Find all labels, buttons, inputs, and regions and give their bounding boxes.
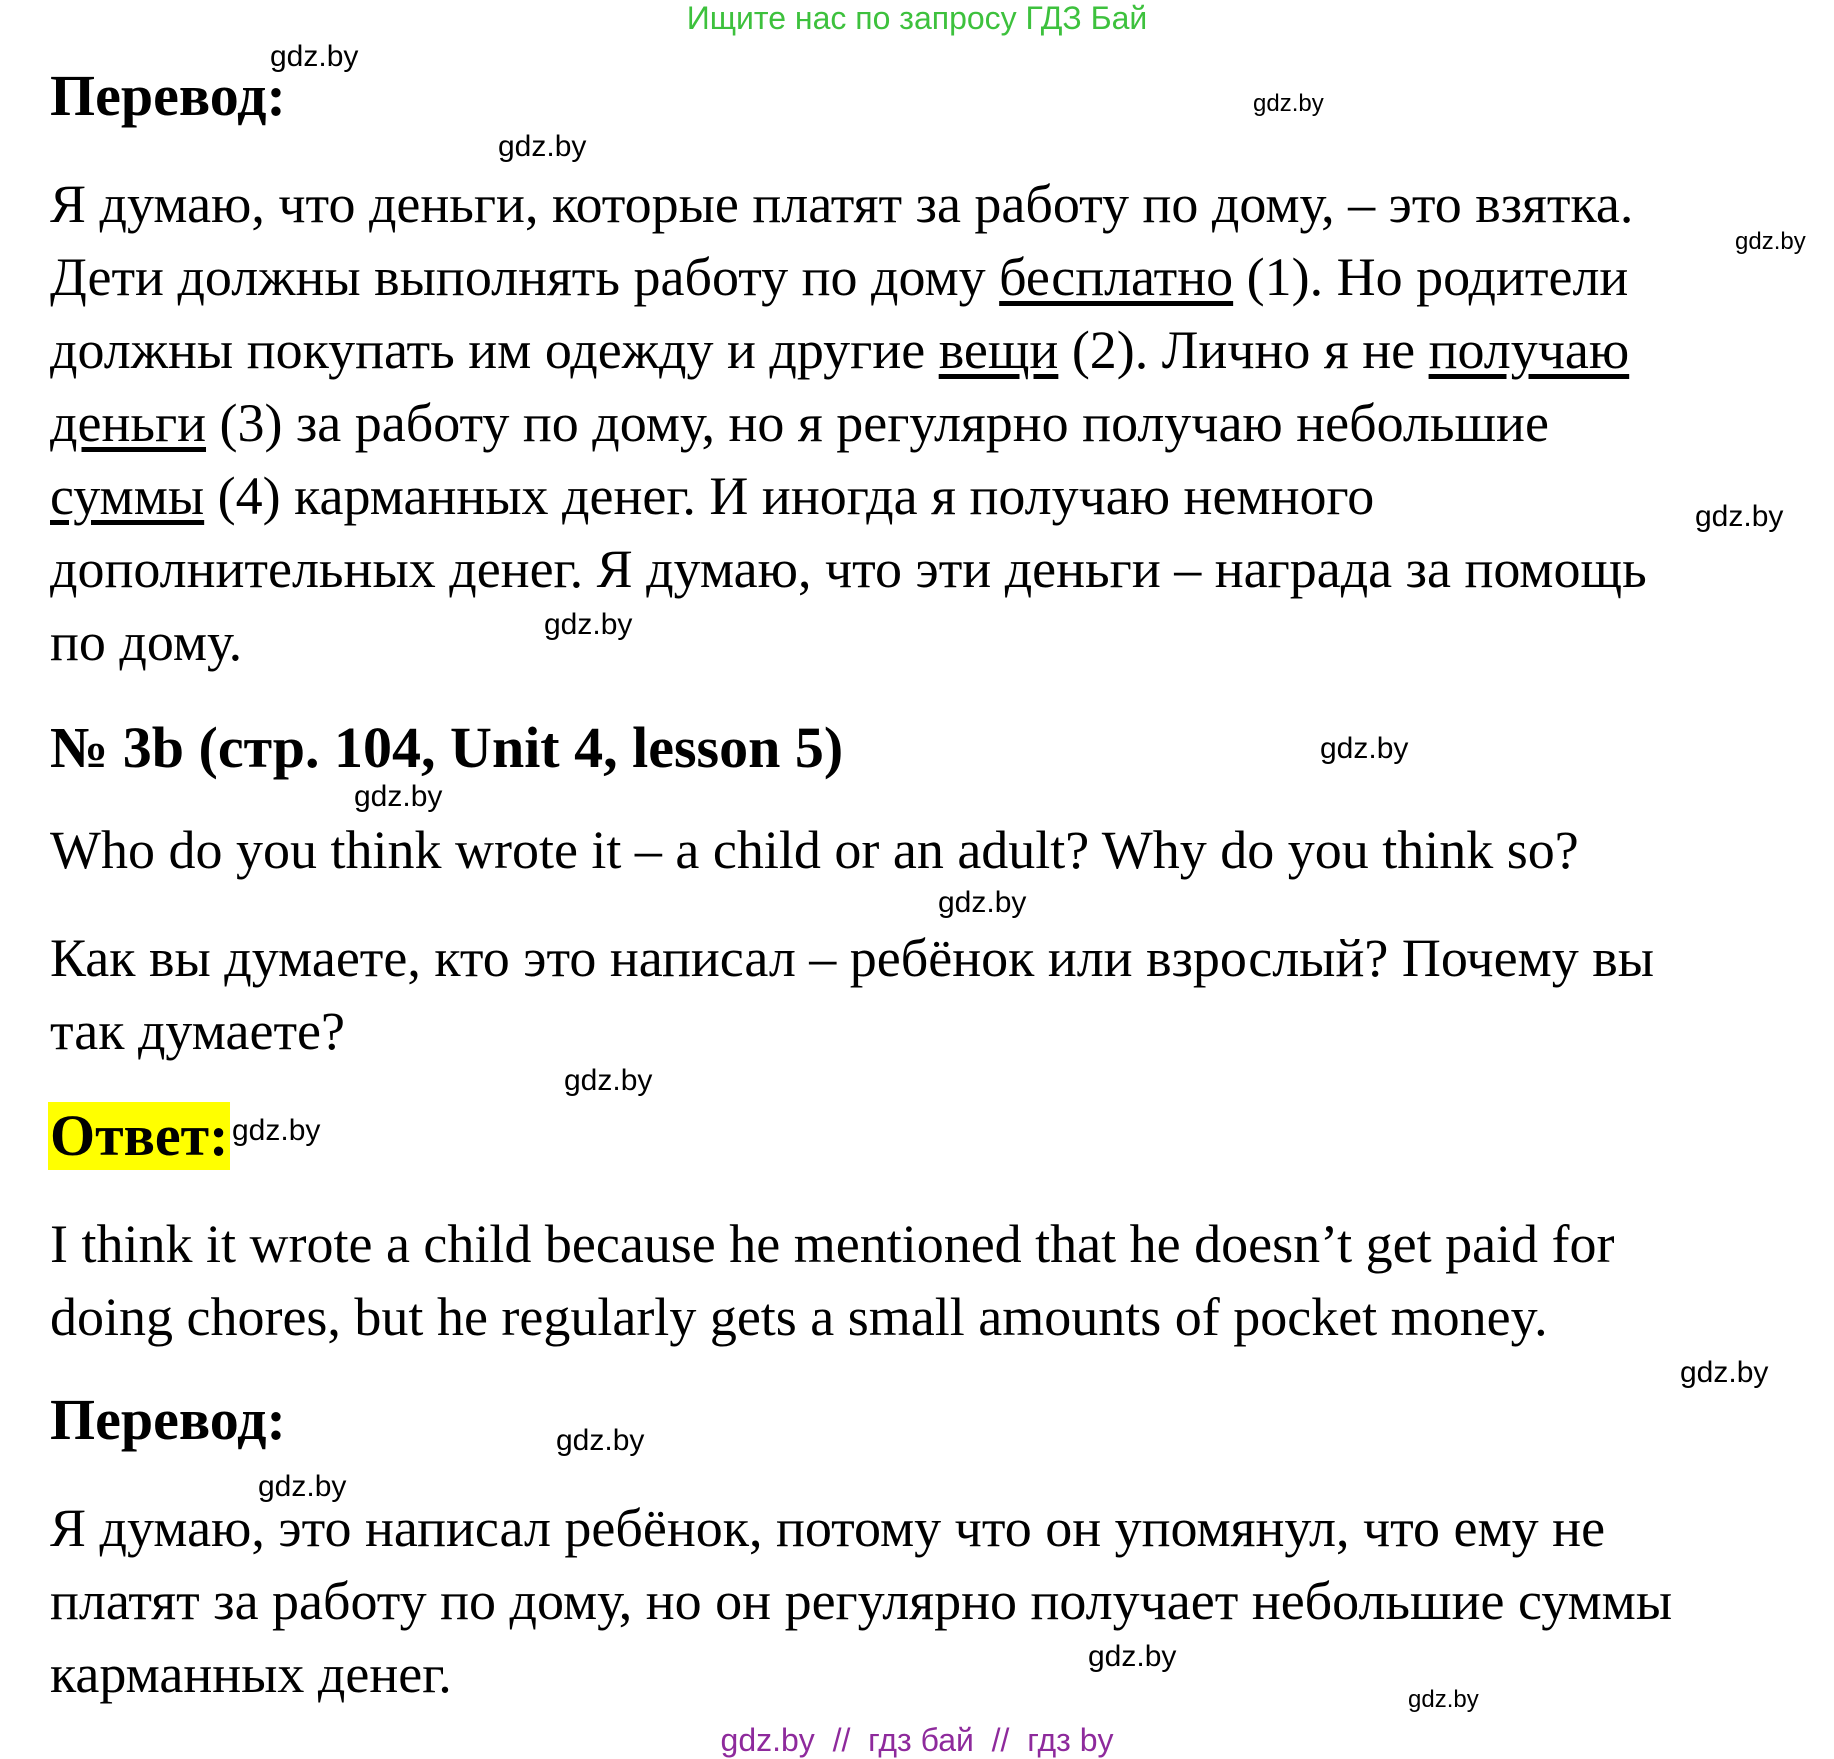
text-line: Как вы думаете, кто это написал – ребёнок или взрослый? Почему вы	[50, 928, 1654, 988]
watermark: gdz.by	[938, 886, 1027, 919]
answer-label: Ответ:	[50, 1103, 229, 1168]
watermark: gdz.by	[544, 608, 633, 641]
text-line: суммы (4) карманных денег. И иногда я получаю немного	[50, 466, 1375, 526]
top-banner: Ищите нас по запросу ГДЗ Бай	[686, 0, 1148, 36]
watermark: gdz.by	[354, 780, 443, 813]
watermark: gdz.by	[498, 130, 587, 163]
underlined-word: получаю	[1428, 320, 1630, 380]
watermark: gdz.by	[270, 40, 359, 73]
underlined-word: деньги	[50, 393, 207, 453]
translation-heading: Перевод:	[50, 63, 286, 128]
watermark: gdz.by	[232, 1114, 321, 1147]
footer-links: gdz.by // гдз бай // гдз by	[720, 1722, 1114, 1758]
text-line: так думаете?	[50, 1001, 345, 1061]
text-line: деньги (3) за работу по дому, но я регулярно получаю небольшие	[50, 393, 1549, 453]
text-line: Я думаю, это написал ребёнок, потому что он упомянул, что ему не	[50, 1498, 1606, 1558]
text-line: дополнительных денег. Я думаю, что эти деньги – награда за помощь	[50, 539, 1647, 599]
translation-paragraph	[50, 168, 1830, 679]
watermark: gdz.by	[1253, 90, 1324, 117]
text-line: должны покупать им одежду и другие вещи (2). Лично я не получаю	[50, 320, 1630, 380]
text-line: I think it wrote a child because he mentioned that he doesn’t get paid for	[50, 1214, 1615, 1274]
watermark: gdz.by	[1088, 1640, 1177, 1673]
text-line: карманных денег.	[50, 1644, 452, 1704]
underlined-word: вещи	[938, 320, 1059, 380]
text-line: платят за работу по дому, но он регулярно получает небольшие суммы	[50, 1571, 1673, 1631]
watermark: gdz.by	[1320, 732, 1409, 765]
watermark: gdz.by	[258, 1470, 347, 1503]
task-heading: № 3b (стр. 104, Unit 4, lesson 5)	[50, 715, 844, 780]
text-line: по дому.	[50, 612, 243, 672]
question-russian	[50, 922, 1830, 1068]
underlined-word: суммы	[50, 466, 205, 526]
text-line: Дети должны выполнять работу по дому бесплатно (1). Но родители	[50, 247, 1629, 307]
question-english: Who do you think wrote it – a child or an adult? Why do you think so?	[50, 820, 1579, 880]
watermark: gdz.by	[1408, 1686, 1479, 1713]
answer-english	[50, 1208, 1830, 1354]
watermark: gdz.by	[1680, 1356, 1769, 1389]
underlined-word: бесплатно	[999, 247, 1234, 307]
translation-paragraph	[50, 1492, 1830, 1711]
text-line: Я думаю, что деньги, которые платят за работу по дому, – это взятка.	[50, 174, 1634, 234]
watermark: gdz.by	[1695, 500, 1784, 533]
watermark: gdz.by	[556, 1424, 645, 1457]
watermark: gdz.by	[564, 1064, 653, 1097]
text-line: doing chores, but he regularly gets a small amounts of pocket money.	[50, 1287, 1548, 1347]
translation-heading: Перевод:	[50, 1387, 286, 1452]
watermark: gdz.by	[1735, 228, 1806, 255]
